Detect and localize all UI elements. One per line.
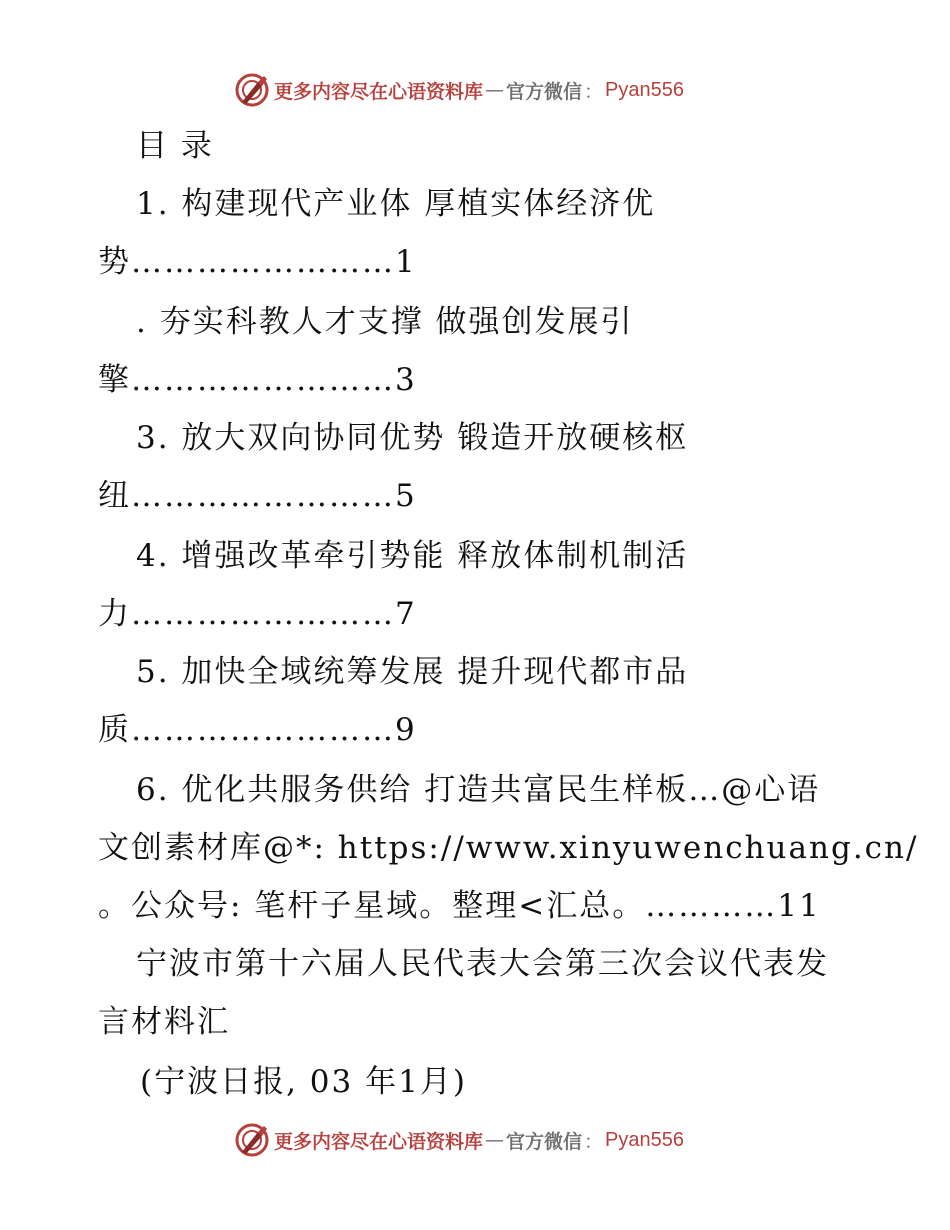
- banner-official-label: 官方微信: [506, 1130, 583, 1153]
- toc-entry-6-line1: 6. 优化共服务供给 打造共富民生样板…@心语: [136, 772, 821, 808]
- banner-wechat-id: Pyan556: [605, 1128, 685, 1151]
- toc-entry-6-line2: 文创素材库@*: https://www.xinyuwenchuang.cn/: [98, 830, 919, 866]
- toc-entry-4-line1: 4. 增强改革牵引势能 释放体制机制活: [136, 538, 689, 574]
- banner-separator: ：: [584, 1130, 604, 1153]
- toc-entry-3-line2: 纽……………………5: [98, 478, 417, 514]
- toc-entry-5-line1: 5. 加快全域统筹发展 提升现代都市品: [136, 654, 689, 690]
- banner-main-text: 更多内容尽在心语资料库: [274, 1130, 484, 1153]
- toc-entry-1-line1: 1. 构建现代产业体 厚植实体经济优: [136, 186, 656, 222]
- footer-watermark-banner: [0, 1120, 950, 1160]
- pen-logo-icon: [234, 1122, 270, 1158]
- banner-official-label: 官方微信: [506, 80, 583, 103]
- banner-dash: —: [485, 79, 505, 101]
- banner-dash: —: [485, 1129, 505, 1151]
- toc-entry-6-line3: 。公众号: 笔杆子星域。整理<汇总。…………11: [98, 888, 821, 924]
- toc-entry-4-line2: 力……………………7: [98, 596, 417, 632]
- toc-heading: 目 录: [136, 128, 214, 164]
- header-watermark-banner: [0, 70, 950, 110]
- toc-entry-5-line2: 质……………………9: [98, 712, 417, 748]
- toc-entry-3-line1: 3. 放大双向协同优势 锻造开放硬核枢: [136, 420, 689, 456]
- banner-wechat-id: Pyan556: [605, 78, 685, 101]
- banner-main-text: 更多内容尽在心语资料库: [274, 80, 484, 103]
- pen-logo-icon: [234, 72, 270, 108]
- toc-entry-2-line1: . 夯实科教人才支撑 做强创发展引: [136, 304, 634, 340]
- document-title-line2: 言材料汇: [98, 1004, 230, 1040]
- toc-entry-1-line2: 势……………………1: [98, 244, 417, 280]
- document-title-line1: 宁波市第十六届人民代表大会第三次会议代表发: [136, 946, 829, 982]
- toc-entry-2-line2: 擎……………………3: [98, 362, 417, 398]
- document-source: (宁波日报, 03 年1月): [140, 1064, 467, 1100]
- banner-separator: ：: [584, 80, 604, 103]
